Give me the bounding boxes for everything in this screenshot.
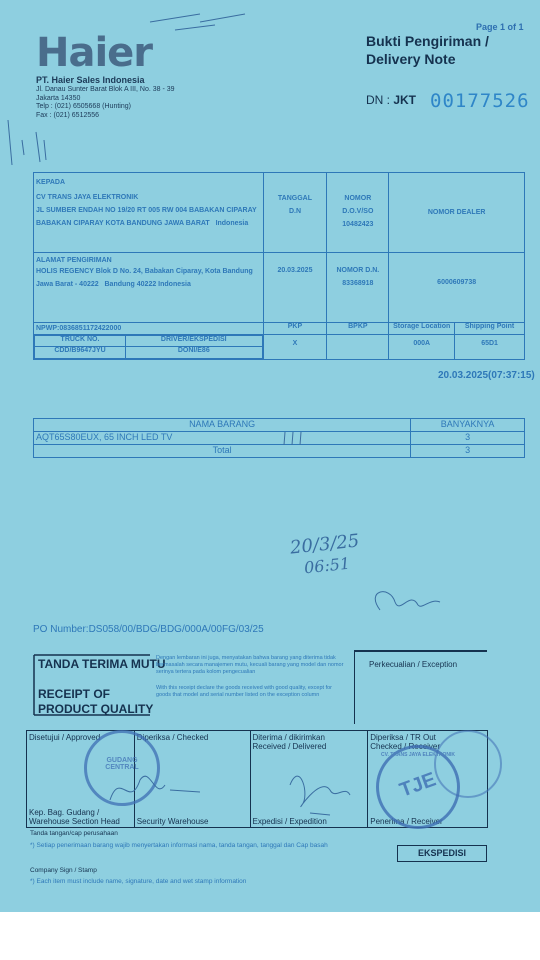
shipping-address-cell [34, 253, 264, 323]
kepada-label: KEPADA [36, 179, 66, 186]
ekspedisi-copy-label: EKSPEDISI [397, 845, 487, 862]
title-line-2: Delivery Note [366, 51, 456, 67]
item-qty: 3 [411, 432, 525, 445]
items-table [33, 418, 525, 458]
po-number: PO Number:DS058/00/BDG/BDG/000A/00FG/03/25 [33, 624, 264, 635]
exception-box [354, 650, 487, 724]
pkp-value: X [292, 340, 298, 347]
receipt-title-en: RECEIPT OF PRODUCT QUALITY [38, 687, 154, 716]
shipping-point: 65D1 [481, 340, 498, 347]
signature-delivered-role: Expedisi / Expedition [252, 817, 327, 826]
receipt-text-id: Dengan lembaran ini juga, menyatakan bahwa barang yang diterima tidak bermasalah secara manajemen mutu, kecuali barang yang model dan nomor serinya tertera pada kolom pengecualian [156, 655, 344, 675]
dn-number: 00177526 [430, 90, 530, 112]
company-sign-note: Tanda tangan/cap perusahaan [30, 830, 118, 837]
tanggal-header [263, 173, 327, 253]
truck-driver-subtable [34, 335, 263, 359]
dn-date: 20.03.2025 [277, 267, 313, 274]
customer-name: CV TRANS JAYA ELEKTRONIK [36, 194, 139, 201]
signature-checked-label: Diperiksa / Checked [136, 733, 209, 742]
footer-note-en: *) Each item must include name, signature, date and wet stamp information [30, 878, 247, 885]
signature-checked-role: Security Warehouse [136, 817, 209, 826]
shipping-point-label: Shipping Point [455, 323, 525, 335]
nomor-header [327, 173, 389, 253]
tanggal-label: TANGGAL [277, 195, 313, 202]
shipping-cell [455, 335, 525, 360]
handwritten-signature-checked [100, 760, 210, 820]
dn-branch: JKT [393, 93, 417, 107]
total-qty: 3 [411, 445, 525, 458]
driver-name: DONI/E86 [126, 347, 263, 359]
signature-receiver-label: Diperiksa / TR Out Checked / Receiver [370, 733, 441, 751]
tally-marks [280, 430, 310, 446]
haier-logo: Haier [36, 30, 153, 76]
customer-address-1: JL SUMBER ENDAH NO 19/20 RT 005 RW 004 BABAKAN CIPARAY [36, 207, 257, 214]
storage-location-label: Storage Location [389, 323, 455, 335]
signature-approved-label: Disetujui / Approved [29, 733, 101, 742]
dealer-number: 6000609738 [437, 279, 477, 286]
nomor-dn-cell [327, 253, 389, 323]
nomor-sub: D.O.V/SO [342, 208, 374, 215]
truck-number: CDD/B9647JYU [35, 347, 126, 359]
gudang-stamp-text: GUDANG CENTRAL [105, 757, 139, 771]
page-indicator: Page 1 of 1 [476, 22, 524, 32]
address-line: Telp : (021) 6505668 (Hunting) [36, 103, 131, 111]
dealer-label: NOMOR DEALER [427, 209, 486, 216]
dealer-value-cell [389, 253, 525, 323]
dn-prefix: DN : [366, 93, 394, 107]
truck-label: TRUCK NO. [35, 336, 126, 347]
table-row [34, 432, 525, 445]
col-quantity: BANYAKNYA [411, 419, 525, 432]
print-timestamp: 20.03.2025(07:37:15) [438, 370, 535, 381]
col-item-name: NAMA BARANG [34, 419, 411, 432]
ship-address-1: HOLIS REGENCY Blok D No. 24, Babakan Ciparay, Kota Bandung [36, 268, 253, 275]
handwritten-time: 06:51 [303, 553, 351, 578]
customer-region: Indonesia [215, 220, 249, 227]
npwp-cell [34, 323, 264, 335]
tje-stamp-center: TJE [396, 768, 439, 802]
handwritten-signature-top [360, 580, 450, 620]
receipt-text-en: With this receipt declare the goods received with good quality, except for goods that model and serial number listed on the exception column [156, 685, 332, 698]
pen-scribbles [0, 0, 540, 200]
signature-approved-role: Kep. Bag. Gudang / Warehouse Section Head [29, 808, 120, 826]
ship-city: Bandung 40222 Indonesia [104, 281, 191, 288]
tje-stamp-ring: CV. TRANS JAYA ELEKTRONIK [381, 752, 455, 758]
footer-note-id: *) Setiap penerimaan barang wajib menyertakan informasi nama, tanda tangan, tanggal dan Cap basah [30, 842, 328, 849]
title-line-1: Bukti Pengiriman / [366, 33, 489, 49]
address-line: Fax : (021) 6512556 [36, 111, 100, 119]
handwritten-date: 20/3/25 [289, 530, 361, 559]
signature-receiver-role: Penerima / Receiver [370, 817, 443, 826]
signature-delivered-label: Diterima / dikirimkan Received / Delivered [252, 733, 327, 751]
bpkp-cell [327, 335, 389, 360]
nomor-label: NOMOR [344, 195, 372, 202]
nomor-dn-label: NOMOR D.N. [336, 267, 380, 274]
handwritten-signature-delivered [280, 755, 360, 825]
recipient-cell [34, 173, 264, 253]
quality-receipt-block [30, 651, 352, 719]
driver-label: DRIVER/EKSPEDISI [126, 336, 263, 347]
storage-cell [389, 335, 455, 360]
company-sign-note-en: Company Sign / Stamp [30, 867, 97, 874]
company-name: PT. Haier Sales Indonesia [36, 75, 145, 85]
nomor-value: 10482423 [342, 221, 374, 228]
tanggal-sub: D.N [288, 208, 301, 215]
exception-label: Perkecualian / Exception [369, 660, 458, 669]
secondary-stamp-ring [434, 730, 502, 798]
alamat-label: ALAMAT PENGIRIMAN [36, 257, 112, 264]
truck-driver-cell [34, 335, 264, 360]
ship-address-2 [36, 281, 261, 288]
item-name: AQT65S80EUX, 65 INCH LED TV [34, 432, 411, 445]
shipment-info-table [33, 172, 525, 360]
bpkp-label: BPKP [327, 323, 389, 335]
date-cell [263, 253, 327, 323]
pkp-cell [263, 335, 327, 360]
npwp: NPWP:0836851172422000 [36, 325, 122, 332]
customer-address-2 [36, 220, 261, 227]
receipt-title-id: TANDA TERIMA MUTU [38, 657, 166, 671]
total-label: Total [34, 445, 411, 458]
address-line: Jl. Danau Sunter Barat Blok A III, No. 38 - 39 [36, 86, 175, 93]
address-line: Jakarta 14350 [36, 94, 81, 102]
pkp-label: PKP [263, 323, 327, 335]
nomor-dn-value: 83368918 [342, 280, 374, 287]
dealer-header [389, 173, 525, 253]
customer-address-2-text: BABAKAN CIPARAY KOTA BANDUNG JAWA BARAT [36, 220, 210, 227]
ship-address-2-text: Jawa Barat - 40222 [36, 281, 99, 288]
storage-location: 000A [413, 340, 431, 347]
